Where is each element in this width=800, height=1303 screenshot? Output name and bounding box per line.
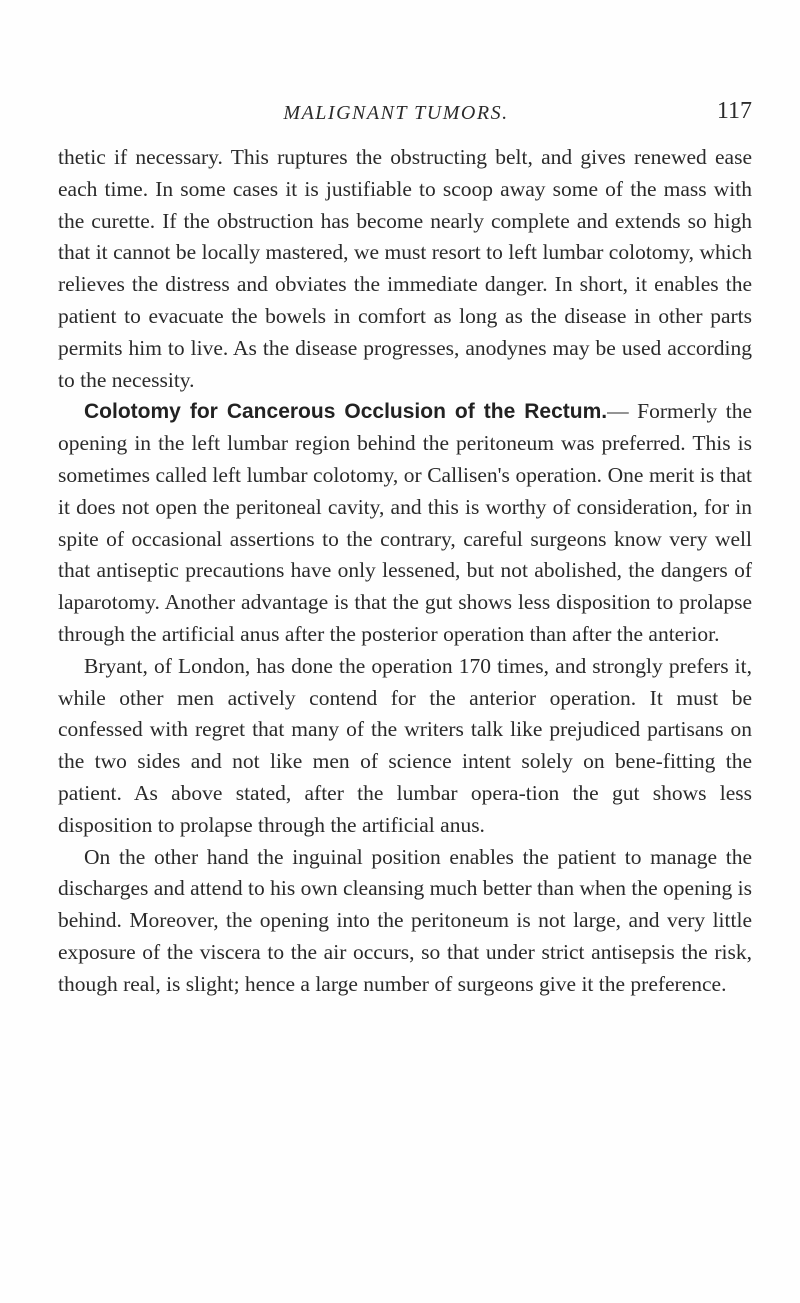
section-heading: Colotomy for Cancerous Occlusion of the Rectum. (84, 400, 608, 424)
paragraph-4: On the other hand the inguinal position enables the patient to manage the discharges and attend to his own cleansing much better than when the opening is behind. Moreover, the opening into the peritoneum is not large, and very little exposure of the viscera to the air occurs, so that under strict antisepsis the risk, though real, is slight; hence a large number of surgeons give it the preference. (58, 844, 753, 996)
paragraph-2-text: Formerly the opening in the left lumbar region behind the peritoneum was preferred. This is sometimes called left lumbar colotomy, or Callisen's operation. One merit is that it does not open the peritoneal cavity, and this is worthy of consideration, for in spite of occasional assertions to the contrary, careful surgeons know very well that antiseptic precautions have only lessened, but not abolished, the dangers of laparotomy. Another advantage is that the gut shows less disposition to prolapse through the artificial anus after the posterior operation than after the anterior. (58, 399, 753, 646)
running-head: MALIGNANT TUMORS. (283, 102, 509, 124)
body-text (58, 142, 752, 1001)
paragraph-2 (58, 396, 752, 650)
paragraph-3: Bryant, of London, has done the operation 170 times, and strongly prefers it, while other men actively contend for the anterior operation. It must be confessed with regret that many of the writers talk like prejudiced partisans on the two sides and not like men of science intent solely on bene-fitting the patient. As above stated, after the lumbar opera-tion the gut shows less disposition to prolapse through the artificial anus. (58, 653, 752, 837)
page-header (40, 98, 752, 132)
page-number: 117 (716, 98, 752, 124)
section-dash: — (607, 399, 629, 424)
paragraph-1: thetic if necessary. This ruptures the obstructing belt, and gives renewed ease each time. In some cases it is justifiable to scoop away some of the mass with the curette. If the obstruction has become nearly complete and extends so high that it cannot be locally mastered, we must resort to left lumbar colotomy, which relieves the distress and obviates the immediate danger. In short, it enables the patient to evacuate the bowels in comfort as long as the disease in other parts permits him to live. As the disease progresses, anodynes may be used according to the necessity. (58, 145, 752, 392)
